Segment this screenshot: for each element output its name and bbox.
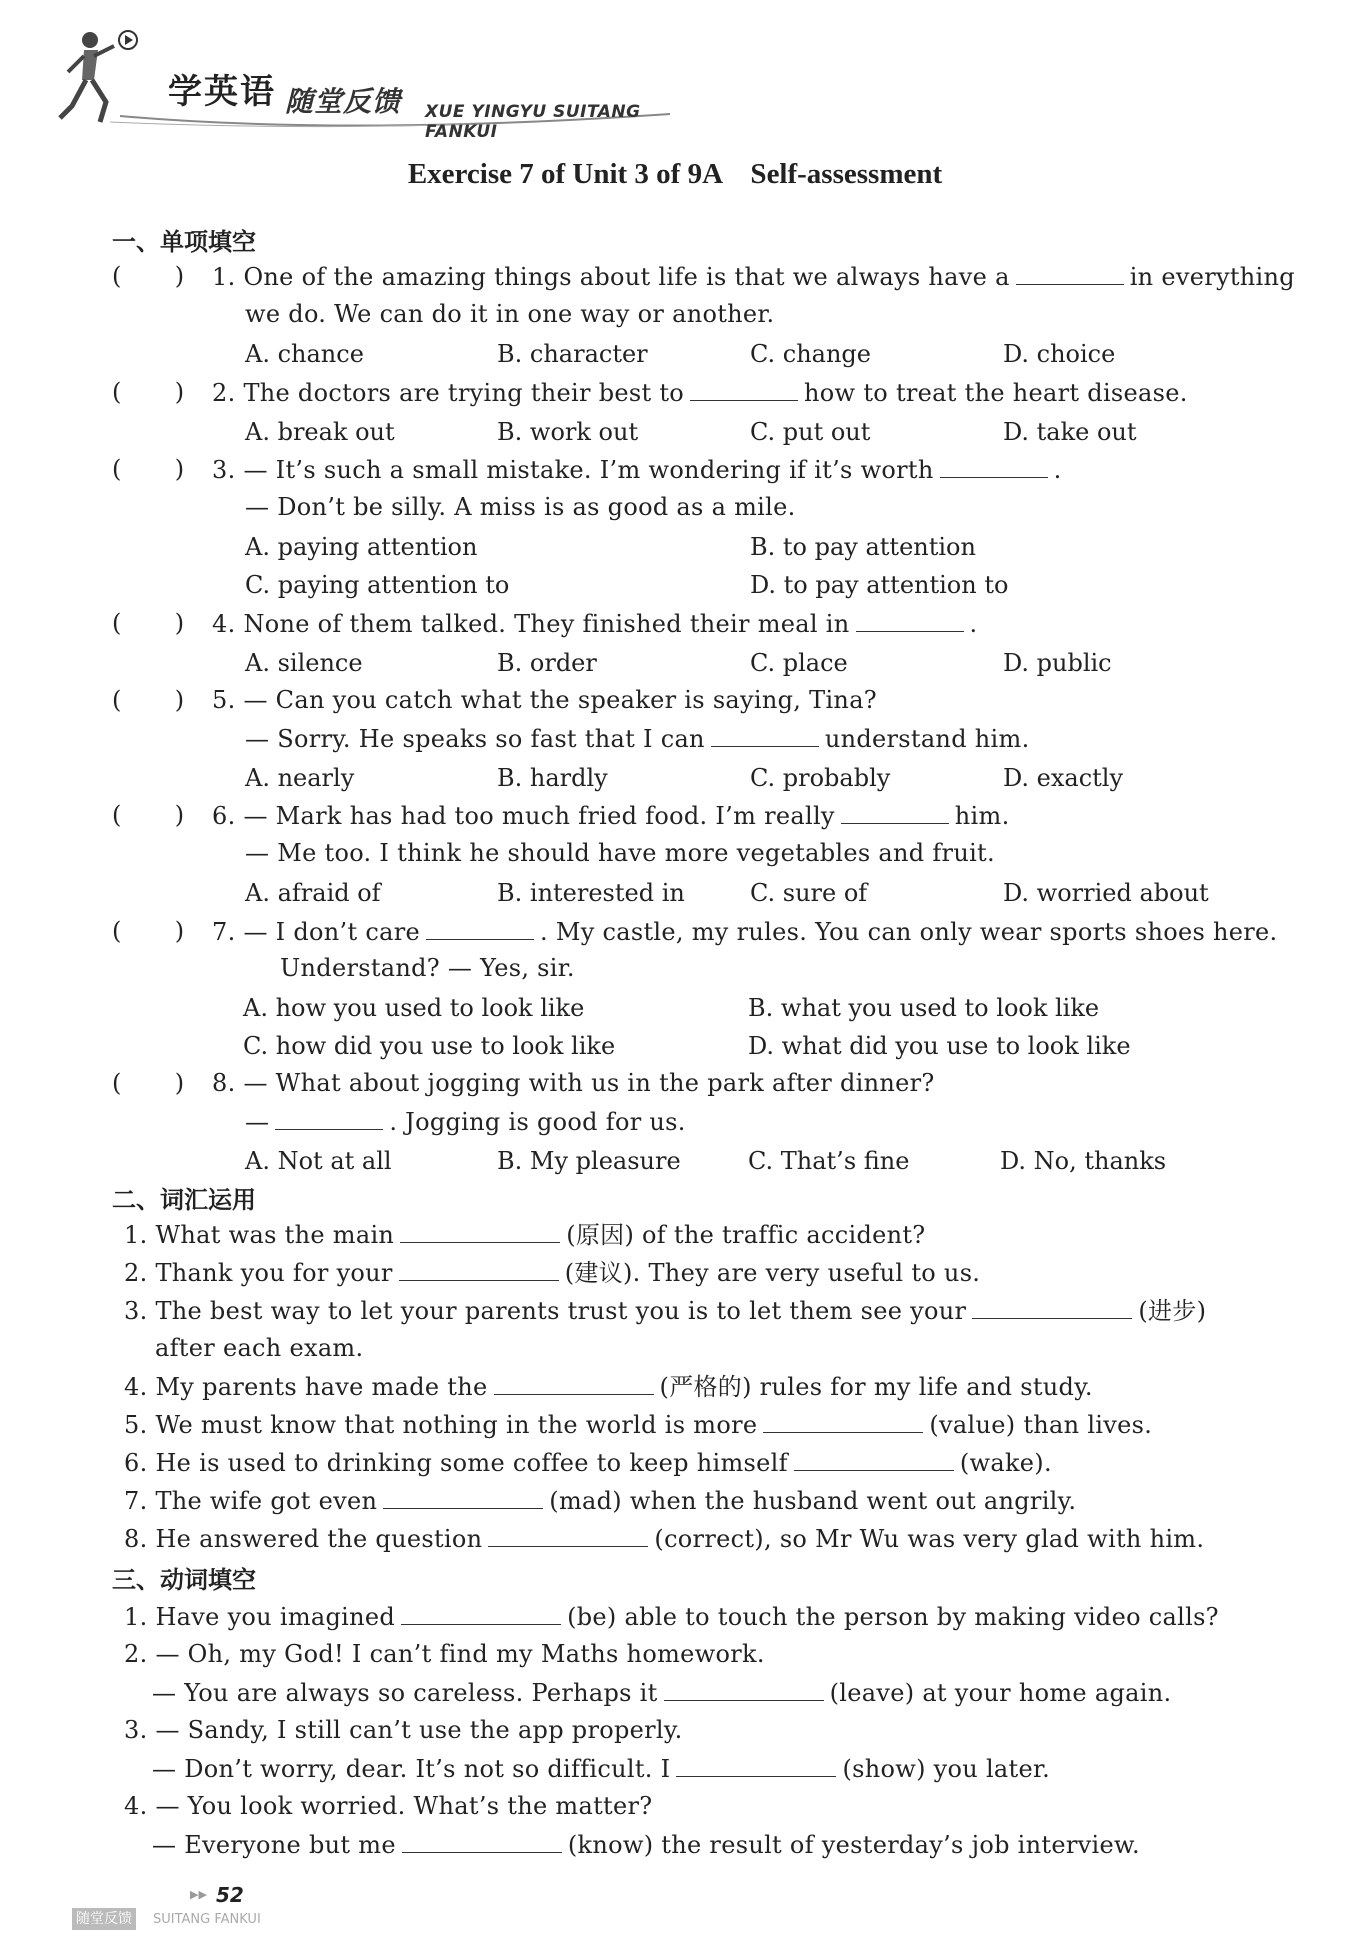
vocab-item: [124, 1450, 1052, 1475]
page-title: Exercise 7 of Unit 3 of 9A Self-assessment: [407, 158, 943, 190]
option-b: B. interested in: [497, 879, 685, 907]
question-number: 1.: [212, 263, 236, 291]
item-text: after each exam.: [155, 1334, 364, 1362]
answer-blank[interactable]: [972, 1298, 1132, 1319]
answer-blank[interactable]: [664, 1680, 824, 1701]
vocab-item: [124, 1526, 1204, 1551]
item-number: 3.: [124, 1297, 148, 1325]
answer-blank[interactable]: [400, 1222, 560, 1243]
vocab-item: [124, 1374, 1093, 1399]
question-line: [212, 611, 977, 636]
item-text: He answered the question: [155, 1525, 483, 1553]
vocab-item: [124, 1222, 925, 1247]
item-number: 3.: [124, 1716, 148, 1744]
item-text: — You are always so careless. Perhaps it: [152, 1679, 658, 1707]
answer-blank[interactable]: [383, 1488, 543, 1509]
answer-paren: ( ): [112, 609, 185, 637]
vocab-item: [124, 1412, 1152, 1437]
answer-paren: ( ): [112, 801, 185, 829]
question-text: — It’s such a small mistake. I’m wondering if it’s worth: [243, 456, 934, 484]
question-number: 4.: [212, 610, 236, 638]
answer-blank[interactable]: [940, 457, 1048, 478]
item-text: My parents have made the: [155, 1373, 488, 1401]
verb-item: [124, 1604, 1219, 1629]
question-line: [212, 919, 1277, 944]
verb-item: [124, 1718, 683, 1742]
brand-subtitle: 随堂反馈: [285, 85, 402, 118]
item-text: — Oh, my God! I can’t find my Maths homework.: [155, 1640, 765, 1668]
answer-paren: ( ): [112, 378, 185, 406]
question-line: [245, 1109, 686, 1134]
item-number: 7.: [124, 1487, 148, 1515]
option-c: C. probably: [750, 764, 891, 792]
page-number: 52: [216, 1883, 244, 1907]
answer-blank[interactable]: [794, 1450, 954, 1471]
question-number: 7.: [212, 918, 236, 946]
option-d: D. take out: [1003, 418, 1137, 446]
answer-blank[interactable]: [488, 1526, 648, 1547]
question-number: 3.: [212, 456, 236, 484]
item-text: — Sandy, I still can’t use the app properly.: [155, 1716, 683, 1744]
section-heading-2: 二、词汇运用: [112, 1186, 256, 1214]
item-number: 1.: [124, 1221, 148, 1249]
question-line: [212, 264, 1295, 289]
answer-blank[interactable]: [402, 1832, 562, 1853]
footer-arrows-icon: ▶▶: [190, 1888, 207, 1901]
verb-item: [152, 1756, 1050, 1781]
question-text: One of the amazing things about life is that we always have a: [243, 263, 1010, 291]
answer-paren: ( ): [112, 1069, 185, 1097]
item-text: — Don’t worry, dear. It’s not so difficult. I: [152, 1755, 671, 1783]
item-text: Thank you for your: [155, 1259, 393, 1287]
question-line: [212, 803, 1010, 828]
question-text: — Me too. I think he should have more vegetables and fruit.: [245, 839, 995, 867]
option-a: A. how you used to look like: [243, 994, 585, 1022]
option-a: A. break out: [245, 418, 395, 446]
option-c: C. put out: [750, 418, 871, 446]
option-c: C. That’s fine: [748, 1147, 910, 1175]
option-a: A. afraid of: [245, 879, 381, 907]
item-text: (进步): [1138, 1297, 1207, 1325]
answer-blank[interactable]: [856, 611, 964, 632]
option-b: B. hardly: [497, 764, 608, 792]
item-text: — Everyone but me: [152, 1831, 396, 1859]
question-text: understand him.: [824, 725, 1030, 753]
question-line: [212, 457, 1062, 482]
vocab-item: [124, 1298, 1206, 1323]
verb-item: [124, 1642, 765, 1666]
answer-blank[interactable]: [690, 380, 798, 401]
item-text: (建议). They are very useful to us.: [564, 1259, 981, 1287]
item-text: (mad) when the husband went out angrily.: [549, 1487, 1077, 1515]
item-text: (be) able to touch the person by making video calls?: [567, 1603, 1219, 1631]
question-text: — Can you catch what the speaker is saying, Tina?: [243, 686, 877, 714]
verb-item: [124, 1794, 652, 1818]
option-a: A. chance: [245, 340, 364, 368]
question-text: .: [969, 610, 978, 638]
verb-item: [152, 1832, 1140, 1857]
question-text: The doctors are trying their best to: [243, 379, 685, 407]
item-text: (value) than lives.: [929, 1411, 1153, 1439]
item-number: 6.: [124, 1449, 148, 1477]
option-d: D. choice: [1003, 340, 1116, 368]
item-text: — You look worried. What’s the matter?: [155, 1792, 653, 1820]
option-b: B. work out: [497, 418, 639, 446]
option-d: D. exactly: [1003, 764, 1124, 792]
option-b: B. order: [497, 649, 597, 677]
question-text: — What about jogging with us in the park after dinner?: [243, 1069, 935, 1097]
item-text: (原因) of the traffic accident?: [566, 1221, 926, 1249]
option-a: A. silence: [245, 649, 363, 677]
answer-blank[interactable]: [711, 726, 819, 747]
option-c: C. change: [750, 340, 871, 368]
answer-blank[interactable]: [494, 1374, 654, 1395]
question-line: [212, 1071, 935, 1095]
item-number: 8.: [124, 1525, 148, 1553]
item-text: The best way to let your parents trust you is to let them see your: [155, 1297, 967, 1325]
brand-title: 学英语: [168, 72, 276, 112]
option-b: B. My pleasure: [497, 1147, 681, 1175]
option-a: A. nearly: [245, 764, 355, 792]
option-d: D. what did you use to look like: [748, 1032, 1131, 1060]
question-text: . My castle, my rules. You can only wear sports shoes here.: [539, 918, 1278, 946]
question-text: Understand? — Yes, sir.: [280, 954, 575, 982]
question-number: 6.: [212, 802, 236, 830]
footer-label: 随堂反馈: [72, 1908, 136, 1930]
answer-paren: ( ): [112, 686, 185, 714]
option-b: B. character: [497, 340, 648, 368]
question-text: . Jogging is good for us.: [389, 1108, 686, 1136]
item-number: 4.: [124, 1792, 148, 1820]
section-heading-1: 一、单项填空: [112, 228, 256, 256]
answer-blank[interactable]: [1016, 264, 1124, 285]
question-text: how to treat the heart disease.: [804, 379, 1188, 407]
answer-blank[interactable]: [399, 1260, 559, 1281]
option-d: D. to pay attention to: [750, 571, 1009, 599]
question-text: we do. We can do it in one way or another.: [245, 300, 775, 328]
brand-pinyin: XUE YINGYU SUITANG FANKUI: [425, 102, 641, 142]
option-d: D. public: [1003, 649, 1112, 677]
question-text: — Mark has had too much fried food. I’m really: [243, 802, 835, 830]
answer-blank[interactable]: [426, 919, 534, 940]
vocab-item: [124, 1488, 1076, 1513]
option-d: D. No, thanks: [1000, 1147, 1167, 1175]
option-a: A. Not at all: [245, 1147, 392, 1175]
answer-blank[interactable]: [401, 1604, 561, 1625]
question-line: [212, 380, 1188, 405]
item-number: 5.: [124, 1411, 148, 1439]
item-text: Have you imagined: [155, 1603, 396, 1631]
option-c: C. sure of: [750, 879, 868, 907]
footer-pinyin: SUITANG FANKUI: [153, 1912, 261, 1927]
item-number: 4.: [124, 1373, 148, 1401]
question-text: in everything: [1129, 263, 1295, 291]
item-text: (know) the result of yesterday’s job interview.: [567, 1831, 1140, 1859]
answer-paren: ( ): [112, 917, 185, 945]
question-number: 8.: [212, 1069, 236, 1097]
question-text: him.: [954, 802, 1010, 830]
option-c: C. how did you use to look like: [243, 1032, 616, 1060]
item-text: The wife got even: [155, 1487, 378, 1515]
section-heading-3: 三、动词填空: [112, 1566, 256, 1594]
option-b: B. to pay attention: [750, 533, 976, 561]
answer-paren: ( ): [112, 455, 185, 483]
option-b: B. what you used to look like: [748, 994, 1100, 1022]
item-text: (wake).: [959, 1449, 1052, 1477]
answer-blank[interactable]: [676, 1756, 836, 1777]
question-line: [212, 688, 877, 712]
answer-paren: ( ): [112, 262, 185, 290]
item-text: He is used to drinking some coffee to keep himself: [155, 1449, 788, 1477]
item-number: 1.: [124, 1603, 148, 1631]
option-a: A. paying attention: [245, 533, 478, 561]
option-c: C. place: [750, 649, 848, 677]
question-text: .: [1053, 456, 1062, 484]
question-text: — I don’t care: [243, 918, 420, 946]
option-c: C. paying attention to: [245, 571, 510, 599]
answer-blank[interactable]: [841, 803, 949, 824]
item-number: 2.: [124, 1640, 148, 1668]
vocab-item: [124, 1260, 980, 1285]
option-d: D. worried about: [1003, 879, 1209, 907]
item-number: 2.: [124, 1259, 148, 1287]
item-text: (leave) at your home again.: [829, 1679, 1172, 1707]
question-text: — Sorry. He speaks so fast that I can: [245, 725, 705, 753]
answer-blank[interactable]: [275, 1109, 383, 1130]
question-number: 2.: [212, 379, 236, 407]
question-text: — Don’t be silly. A miss is as good as a mile.: [245, 493, 796, 521]
question-number: 5.: [212, 686, 236, 714]
item-text: (严格的) rules for my life and study.: [659, 1373, 1093, 1401]
item-text: We must know that nothing in the world is more: [155, 1411, 758, 1439]
question-text: —: [245, 1108, 270, 1136]
item-text: (show) you later.: [842, 1755, 1051, 1783]
item-text: (correct), so Mr Wu was very glad with him.: [654, 1525, 1205, 1553]
question-line: [245, 726, 1030, 751]
item-text: What was the main: [155, 1221, 395, 1249]
verb-item: [152, 1680, 1171, 1705]
question-text: None of them talked. They finished their meal in: [243, 610, 850, 638]
answer-blank[interactable]: [763, 1412, 923, 1433]
